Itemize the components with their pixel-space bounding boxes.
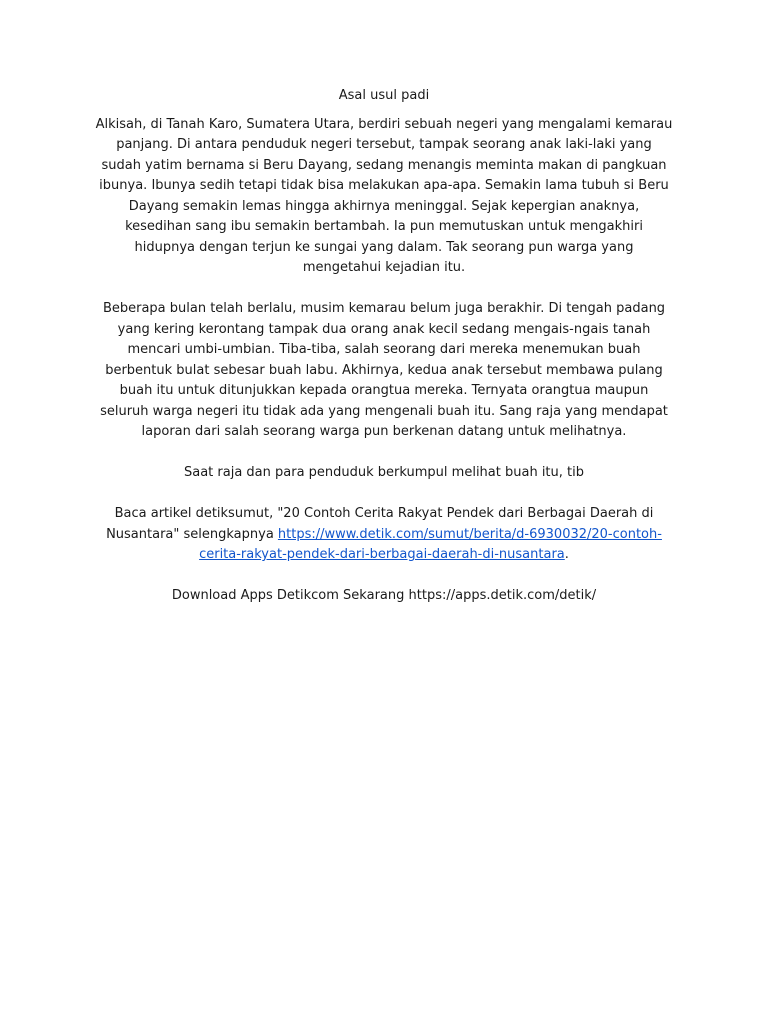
read-more-prefix: Baca artikel detiksumut, "20 Contoh Cerita Rakyat Pendek dari Berbagai Daerah di Nusantara" selengkapnya	[106, 506, 654, 542]
article-link[interactable]: https://www.detik.com/sumut/berita/d-6930032/20-contoh-cerita-rakyat-pendek-dari-berbagai-daerah-di-nusantara	[199, 526, 662, 562]
story-paragraph-1: Alkisah, di Tanah Karo, Sumatera Utara, berdiri sebuah negeri yang mengalami kemarau panjang. Di antara penduduk negeri tersebut, tampak seorang anak laki-laki yang sudah yatim bernama si Beru Dayang, sedang menangis meminta makan di pangkuan ibunya. Ibunya sedih tetapi tidak bisa melakukan apa-apa. Semakin lama tubuh si Beru Dayang semakin lemas hingga akhirnya meninggal. Sejak kepergian anaknya, kesedihan sang ibu semakin bertambah. Ia pun memutuskan untuk mengakhiri hidupnya dengan terjun ke sungai yang dalam. Tak seorang pun warga yang mengetahui kejadian itu.	[95, 116, 673, 275]
document-page	[95, 86, 673, 627]
read-more-paragraph	[95, 504, 673, 566]
story-paragraph-3: Saat raja dan para penduduk berkumpul melihat buah itu, tib	[183, 465, 584, 480]
story-paragraph-2: Beberapa bulan telah berlalu, musim kemarau belum juga berakhir. Di tengah padang yang kering kerontang tampak dua orang anak kecil sedang mengais-ngais tanah mencari umbi-umbian. Tiba-tiba, salah seorang dari mereka menemukan buah berbentuk bulat sebesar buah labu. Akhirnya, kedua anak tersebut membawa pulang buah itu untuk ditunjukkan kepada orangtua mereka. Ternyata orangtua maupun seluruh warga negeri itu tidak ada yang mengenali buah itu. Sang raja yang mendapat laporan dari salah seorang warga pun berkenan datang untuk melihatnya.	[100, 301, 668, 439]
document-title: Asal usul padi	[338, 88, 430, 103]
read-more-suffix: .	[564, 547, 569, 562]
download-apps-line: Download Apps Detikcom Sekarang https://apps.detik.com/detik/	[171, 588, 597, 603]
